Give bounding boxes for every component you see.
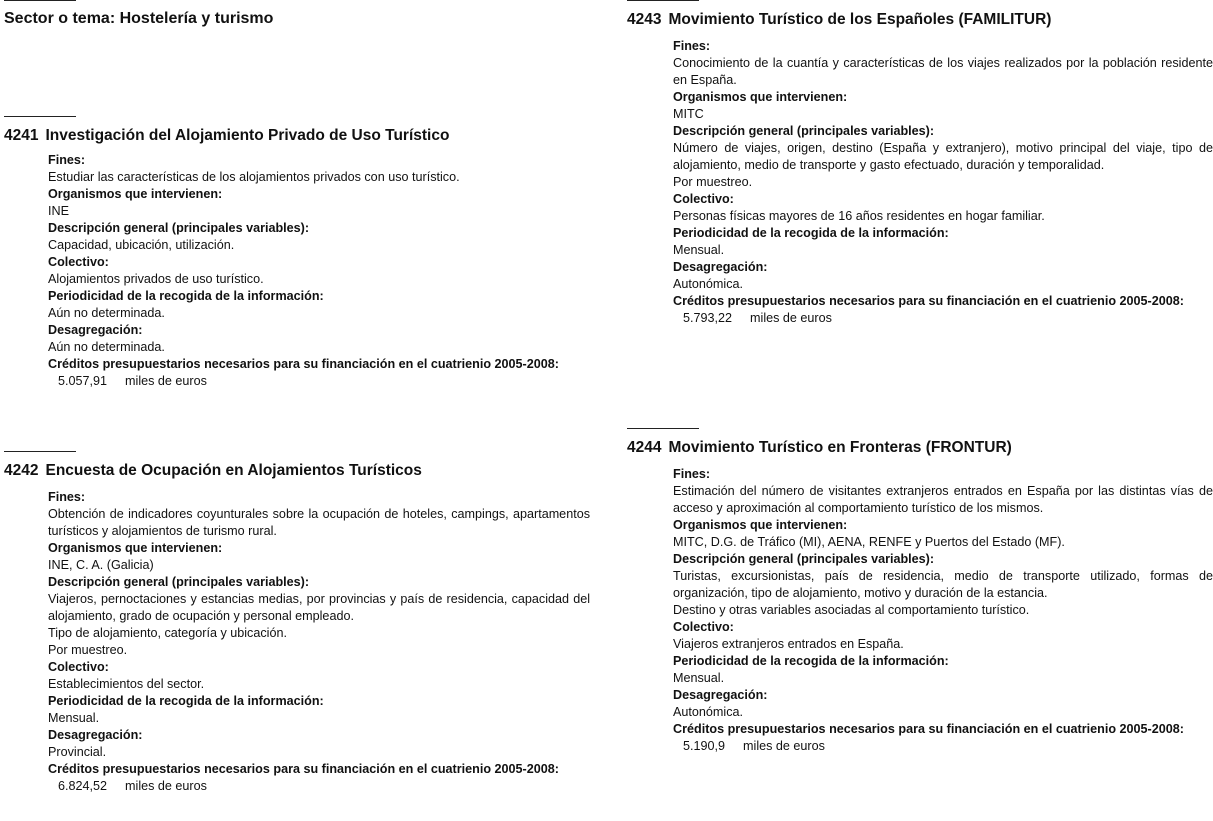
organismos-label: Organismos que intervienen: [673, 90, 848, 104]
entry-name: Movimiento Turístico de los Españoles (FAMILITUR) [668, 11, 1052, 28]
colectivo-text: Viajeros extranjeros entrados en España. [673, 637, 904, 651]
entry-body [673, 466, 1213, 755]
credit-amount: 5.190,9 [683, 739, 726, 753]
entry-code: 4241 [4, 127, 39, 144]
organismos-text: INE, C. A. (Galicia) [48, 558, 154, 572]
credit-unit: miles de euros [750, 311, 832, 325]
entry-title [4, 127, 449, 145]
desagregacion-text: Autonómica. [673, 277, 744, 291]
entry-body [48, 489, 590, 795]
fines-label: Fines: [48, 490, 86, 504]
fines-label: Fines: [673, 39, 711, 53]
periodicidad-text: Mensual. [673, 671, 725, 685]
entry-name: Encuesta de Ocupación en Alojamientos Turísticos [45, 462, 422, 479]
descripcion-text: Viajeros, pernoctaciones y estancias medias, por provincias y país de residencia, capacidad del alojamiento, grado de ocupación y personal empleado. [48, 592, 590, 623]
credit-unit: miles de euros [125, 779, 207, 793]
entry-rule [627, 428, 699, 429]
entry-code: 4243 [627, 11, 662, 28]
entry-code: 4242 [4, 462, 39, 479]
organismos-text: INE [48, 204, 69, 218]
periodicidad-label: Periodicidad de la recogida de la información: [48, 289, 324, 303]
desagregacion-label: Desagregación: [673, 688, 768, 702]
desagregacion-label: Desagregación: [48, 728, 143, 742]
organismos-label: Organismos que intervienen: [673, 518, 848, 532]
colectivo-text: Personas físicas mayores de 16 años residentes en hogar familiar. [673, 209, 1045, 223]
periodicidad-label: Periodicidad de la recogida de la información: [673, 226, 949, 240]
credit-unit: miles de euros [125, 374, 207, 388]
creditos-label: Créditos presupuestarios necesarios para su financiación en el cuatrienio 2005-2008: [673, 722, 1184, 736]
entry-title [627, 11, 1051, 29]
entry-rule [627, 0, 699, 1]
periodicidad-label: Periodicidad de la recogida de la información: [48, 694, 324, 708]
periodicidad-text: Aún no determinada. [48, 306, 165, 320]
creditos-label: Créditos presupuestarios necesarios para su financiación en el cuatrienio 2005-2008: [48, 357, 559, 371]
periodicidad-text: Mensual. [673, 243, 725, 257]
colectivo-label: Colectivo: [48, 660, 109, 674]
colectivo-label: Colectivo: [48, 255, 109, 269]
credit-line [48, 373, 590, 390]
colectivo-text: Alojamientos privados de uso turístico. [48, 272, 264, 286]
credit-amount: 5.793,22 [683, 311, 733, 325]
fines-text: Obtención de indicadores coyunturales sobre la ocupación de hoteles, campings, apartamentos turísticos y alojamientos de turismo rural. [48, 507, 590, 538]
credit-line [48, 778, 590, 795]
descripcion-label: Descripción general (principales variables): [673, 124, 935, 138]
fines-text: Conocimiento de la cuantía y características de los viajes realizados por la población residente en España. [673, 56, 1213, 87]
credit-amount: 6.824,52 [58, 779, 108, 793]
fines-text: Estimación del número de visitantes extranjeros entrados en España por las distintas vías de acceso y aproximación al comportamiento turístico de los mismos. [673, 484, 1213, 515]
entry-body [48, 152, 590, 390]
periodicidad-label: Periodicidad de la recogida de la información: [673, 654, 949, 668]
colectivo-label: Colectivo: [673, 192, 734, 206]
descripcion-label: Descripción general (principales variables): [48, 221, 310, 235]
fines-text: Estudiar las características de los alojamientos privados con uso turístico. [48, 170, 460, 184]
creditos-label: Créditos presupuestarios necesarios para su financiación en el cuatrienio 2005-2008: [673, 294, 1184, 308]
desagregacion-text: Provincial. [48, 745, 107, 759]
entry-title [627, 439, 1012, 457]
credit-line [673, 738, 1213, 755]
desagregacion-text: Autonómica. [673, 705, 744, 719]
entry-title [4, 462, 422, 480]
periodicidad-text: Mensual. [48, 711, 100, 725]
organismos-text: MITC, D.G. de Tráfico (MI), AENA, RENFE y Puertos del Estado (MF). [673, 535, 1065, 549]
colectivo-label: Colectivo: [673, 620, 734, 634]
descripcion-text: Por muestreo. [673, 175, 753, 189]
entry-code: 4244 [627, 439, 662, 456]
desagregacion-label: Desagregación: [673, 260, 768, 274]
top-rule [4, 0, 76, 1]
descripcion-label: Descripción general (principales variables): [48, 575, 310, 589]
organismos-text: MITC [673, 107, 704, 121]
descripcion-text: Destino y otras variables asociadas al comportamiento turístico. [673, 603, 1030, 617]
credit-line [673, 310, 1213, 327]
credit-amount: 5.057,91 [58, 374, 108, 388]
desagregacion-label: Desagregación: [48, 323, 143, 337]
descripcion-label: Descripción general (principales variables): [673, 552, 935, 566]
entry-rule [4, 116, 76, 117]
fines-label: Fines: [673, 467, 711, 481]
descripcion-text: Tipo de alojamiento, categoría y ubicación. [48, 626, 287, 640]
colectivo-text: Establecimientos del sector. [48, 677, 205, 691]
descripcion-text: Turistas, excursionistas, país de residencia, medio de transporte utilizado, formas de organización, tipo de alojamiento, motivo y duración de la estancia. [673, 569, 1213, 600]
credit-unit: miles de euros [743, 739, 825, 753]
descripcion-text: Por muestreo. [48, 643, 128, 657]
descripcion-text: Número de viajes, origen, destino (España y extranjero), motivo principal del viaje, tipo de alojamiento, medio de transporte y gasto efectuado, duración y temporalidad. [673, 141, 1213, 172]
entry-rule [4, 451, 76, 452]
creditos-label: Créditos presupuestarios necesarios para su financiación en el cuatrienio 2005-2008: [48, 762, 559, 776]
entry-name: Investigación del Alojamiento Privado de Uso Turístico [45, 127, 450, 144]
organismos-label: Organismos que intervienen: [48, 187, 223, 201]
fines-label: Fines: [48, 153, 86, 167]
desagregacion-text: Aún no determinada. [48, 340, 165, 354]
entry-name: Movimiento Turístico en Fronteras (FRONTUR) [668, 439, 1012, 456]
organismos-label: Organismos que intervienen: [48, 541, 223, 555]
descripcion-text: Capacidad, ubicación, utilización. [48, 238, 235, 252]
entry-body [673, 38, 1213, 327]
sector-title: Sector o tema: Hostelería y turismo [4, 10, 274, 27]
